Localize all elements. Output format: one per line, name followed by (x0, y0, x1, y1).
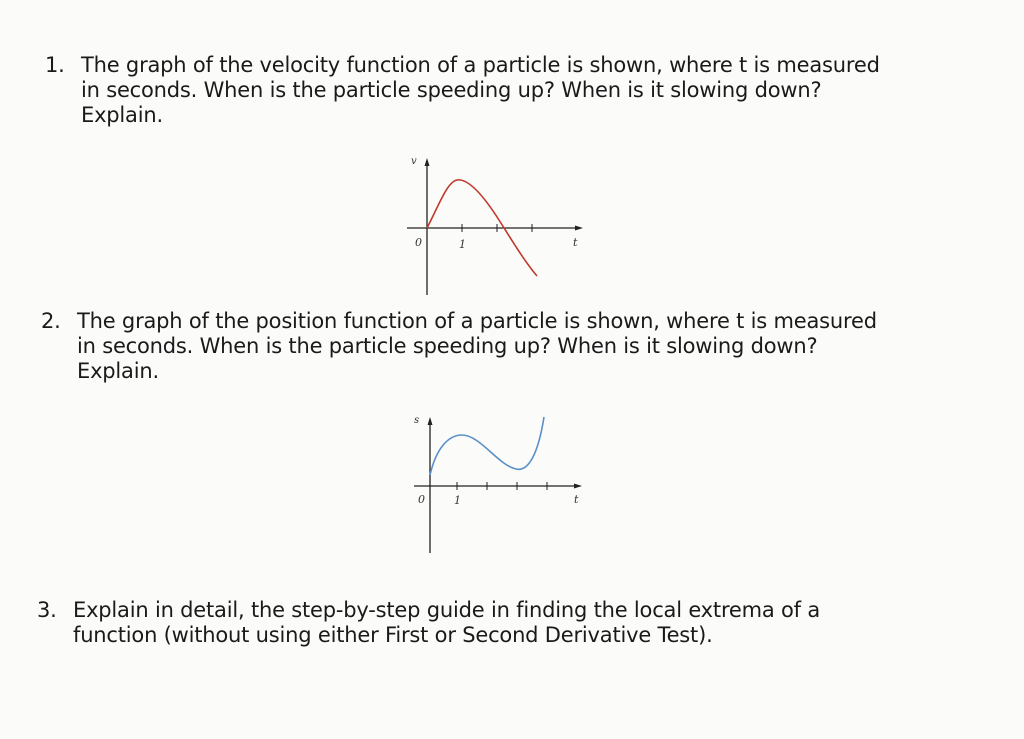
position-graph (400, 405, 600, 555)
question-1-text (81, 53, 961, 128)
velocity-origin-label: 0 (415, 236, 422, 249)
question-1-number: 1. (45, 53, 65, 77)
question-1-line-1: The graph of the velocity function of a particle is shown, where t is measured (81, 53, 880, 77)
velocity-y-axis-arrow (425, 158, 430, 166)
velocity-x-axis-arrow (575, 226, 583, 231)
velocity-x-axis-label: t (573, 236, 578, 249)
question-3-text (73, 598, 953, 648)
question-3-number: 3. (37, 598, 57, 622)
question-3-line-2: function (without using either First or Second Derivative Test). (73, 623, 713, 647)
position-tick-label-1: 1 (454, 494, 461, 507)
position-y-axis-label: s (414, 415, 420, 426)
velocity-graph (395, 150, 595, 300)
position-origin-label: 0 (418, 493, 425, 506)
question-3-line-1: Explain in detail, the step-by-step guide in finding the local extrema of a (73, 598, 821, 622)
question-2-line-1: The graph of the position function of a particle is shown, where t is measured (77, 309, 877, 333)
question-2-text (77, 309, 957, 384)
question-2-line-3: Explain. (77, 359, 159, 383)
question-2-number: 2. (41, 309, 61, 333)
velocity-y-axis-label: v (411, 156, 417, 167)
position-x-axis-arrow (574, 484, 582, 489)
velocity-tick-label-1: 1 (459, 238, 466, 251)
question-2-line-2: in seconds. When is the particle speeding up? When is it slowing down? (77, 334, 818, 358)
question-1-line-3: Explain. (81, 103, 163, 127)
position-x-axis-label: t (574, 493, 579, 506)
position-curve (430, 417, 544, 475)
position-y-axis-arrow (428, 417, 433, 425)
question-1-line-2: in seconds. When is the particle speeding up? When is it slowing down? (81, 78, 822, 102)
